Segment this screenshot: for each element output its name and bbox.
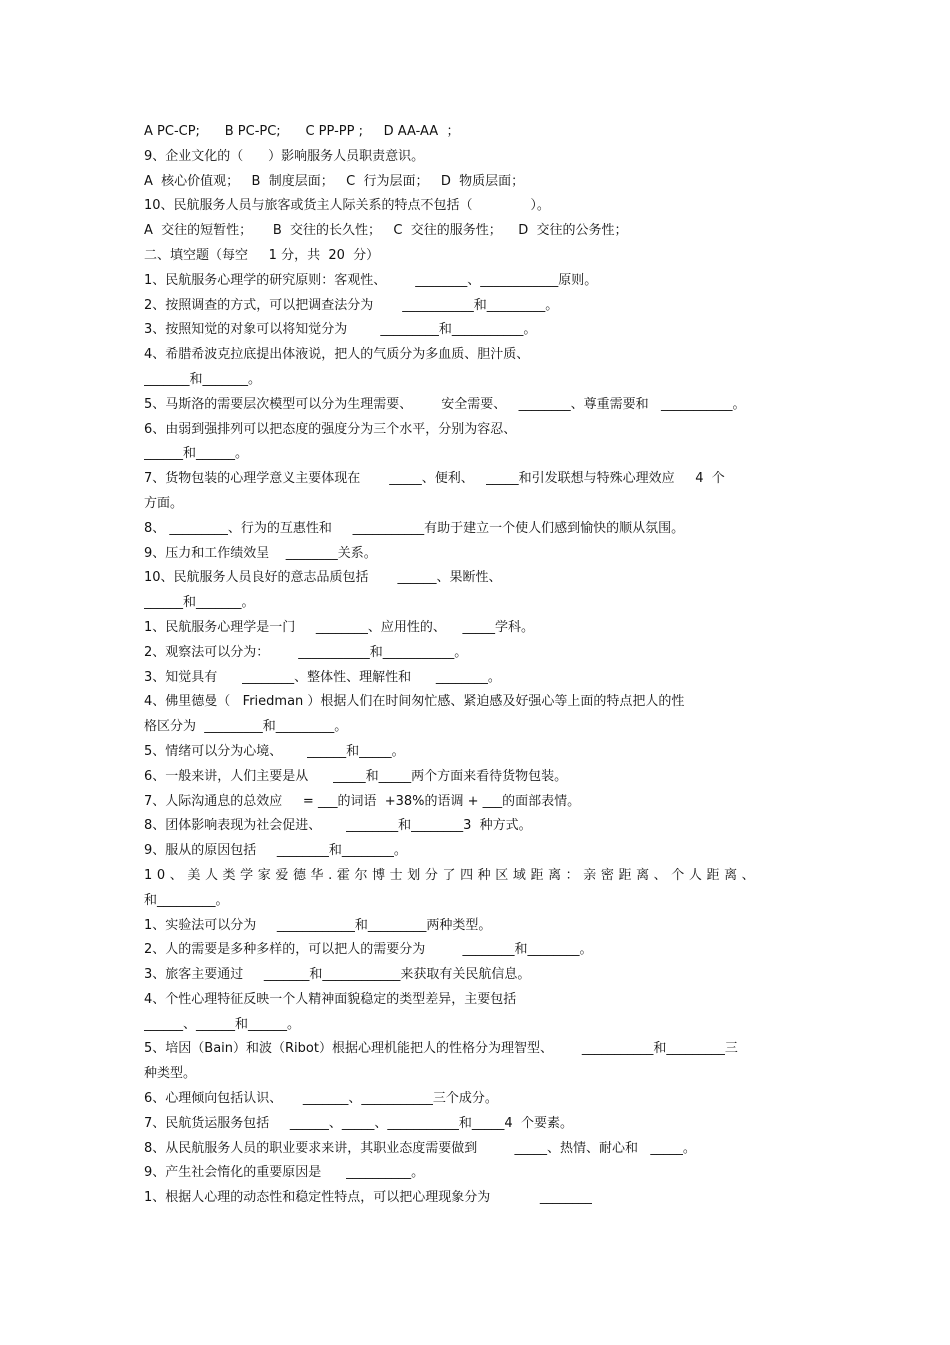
choice-options-line: A 核心价值观； B 制度层面； C 行为层面； D 物质层面；	[144, 173, 525, 189]
fill-blank-line: 10、美人类学家爱德华.霍尔博士划分了四种区域距离：亲密距离、个人距离、	[144, 867, 760, 883]
question-line: 9、企业文化的（ ）影响服务人员职责意识。	[144, 148, 425, 164]
fill-blank-line: 6、由弱到强排列可以把态度的强度分为三个水平，分别为容忍、	[144, 421, 517, 437]
fill-blank-line: 9、产生社会惰化的重要原因是 __________。	[144, 1165, 425, 1181]
choice-options-line: A PC-CP; B PC-PC; C PP-PP ; D AA-AA ；	[144, 124, 460, 139]
choice-options-line: A 交往的短暂性； B 交往的长久性； C 交往的服务性； D 交往的公务性；	[144, 223, 628, 239]
fill-blank-line: 2、人的需要是多种多样的，可以把人的需要分为 ________和________。	[144, 942, 593, 958]
fill-blank-line: 8、从民航服务人员的职业要求来讲，其职业态度需要做到 _____、热情、耐心和 _____。	[144, 1140, 696, 1156]
fill-blank-line: 10、民航服务人员良好的意志品质包括 ______、果断性、	[144, 570, 502, 586]
fill-blank-line: 9、压力和工作绩效呈 ________关系。	[144, 545, 377, 561]
fill-blank-line: 8、 _________、行为的互惠性和 ___________有助于建立一个使人们感到愉快的顺从氛围。	[144, 520, 685, 536]
fill-blank-line: 7、民航货运服务包括 ______、_____、___________和_____4 个要素。	[144, 1115, 573, 1131]
fill-blank-line: _______和_______。	[144, 371, 262, 387]
fill-blank-line: 3、知觉具有 ________、整体性、理解性和 ________。	[144, 669, 501, 685]
fill-blank-line: 9、服从的原因包括 ________和________。	[144, 843, 407, 859]
fill-blank-line: 1、民航服务心理学是一门 ________、应用性的、 _____学科。	[144, 619, 534, 635]
fill-blank-line: 5、马斯洛的需要层次模型可以分为生理需要、 安全需要、 ________、尊重需要和 ___________。	[144, 396, 746, 412]
fill-blank-line: 4、希腊希波克拉底提出体液说，把人的气质分为多血质、胆汁质、	[144, 347, 530, 363]
fill-blank-line: 种类型。	[144, 1066, 197, 1082]
fill-blank-line: 5、培因（Bain）和波（Ribot）根据心理机能把人的性格分为理智型、 ___________和_________三	[144, 1041, 738, 1057]
fill-blank-line: 2、按照调查的方式，可以把调查法分为 ___________和_________。	[144, 297, 559, 313]
fill-blank-line: 4、佛里德曼（ Friedman ）根据人们在时间匆忙感、紧迫感及好强心等上面的特点把人的性	[144, 694, 685, 710]
fill-blank-line: ______和______。	[144, 446, 249, 462]
section-heading: 二、填空题（每空 1 分，共 20 分）	[144, 247, 380, 263]
fill-blank-line: 格区分为 _________和_________。	[144, 719, 348, 735]
fill-blank-line: 3、按照知觉的对象可以将知觉分为 _________和___________。	[144, 322, 537, 338]
fill-blank-line: 5、情绪可以分为心境、 ______和_____。	[144, 743, 405, 759]
fill-blank-line: 7、人际沟通息的总效应 = ___的词语 +38%的语调 + ___的面部表情。	[144, 793, 581, 809]
fill-blank-line: 2、观察法可以分为： ___________和___________。	[144, 644, 468, 660]
fill-blank-line: 1、民航服务心理学的研究原则：客观性、 ________、____________原则。	[144, 272, 598, 288]
document-page	[144, 120, 810, 1211]
question-line: 10、民航服务人员与旅客或货主人际关系的特点不包括（ ）。	[144, 198, 550, 214]
fill-blank-line: 7、货物包装的心理学意义主要体现在 _____、便利、 _____和引发联想与特殊心理效应 4 个	[144, 471, 725, 487]
fill-blank-line: ______和_______。	[144, 595, 255, 611]
fill-blank-line: 4、个性心理特征反映一个人精神面貌稳定的类型差异，主要包括	[144, 991, 517, 1007]
fill-blank-line: ______、______和______。	[144, 1016, 301, 1032]
fill-blank-line: 8、团体影响表现为社会促进、 ________和________3 种方式。	[144, 818, 532, 834]
fill-blank-line: 3、旅客主要通过 _______和____________来获取有关民航信息。	[144, 967, 531, 983]
fill-blank-line: 和_________。	[144, 892, 229, 908]
fill-blank-line: 1、根据人心理的动态性和稳定性特点，可以把心理现象分为 ________	[144, 1190, 592, 1206]
fill-blank-line: 6、心理倾向包括认识、 _______、___________三个成分。	[144, 1091, 498, 1107]
fill-blank-line: 6、一般来讲，人们主要是从 _____和_____两个方面来看待货物包装。	[144, 768, 568, 784]
fill-blank-line: 1、实验法可以分为 ____________和_________两种类型。	[144, 917, 492, 933]
fill-blank-line: 方面。	[144, 495, 184, 511]
